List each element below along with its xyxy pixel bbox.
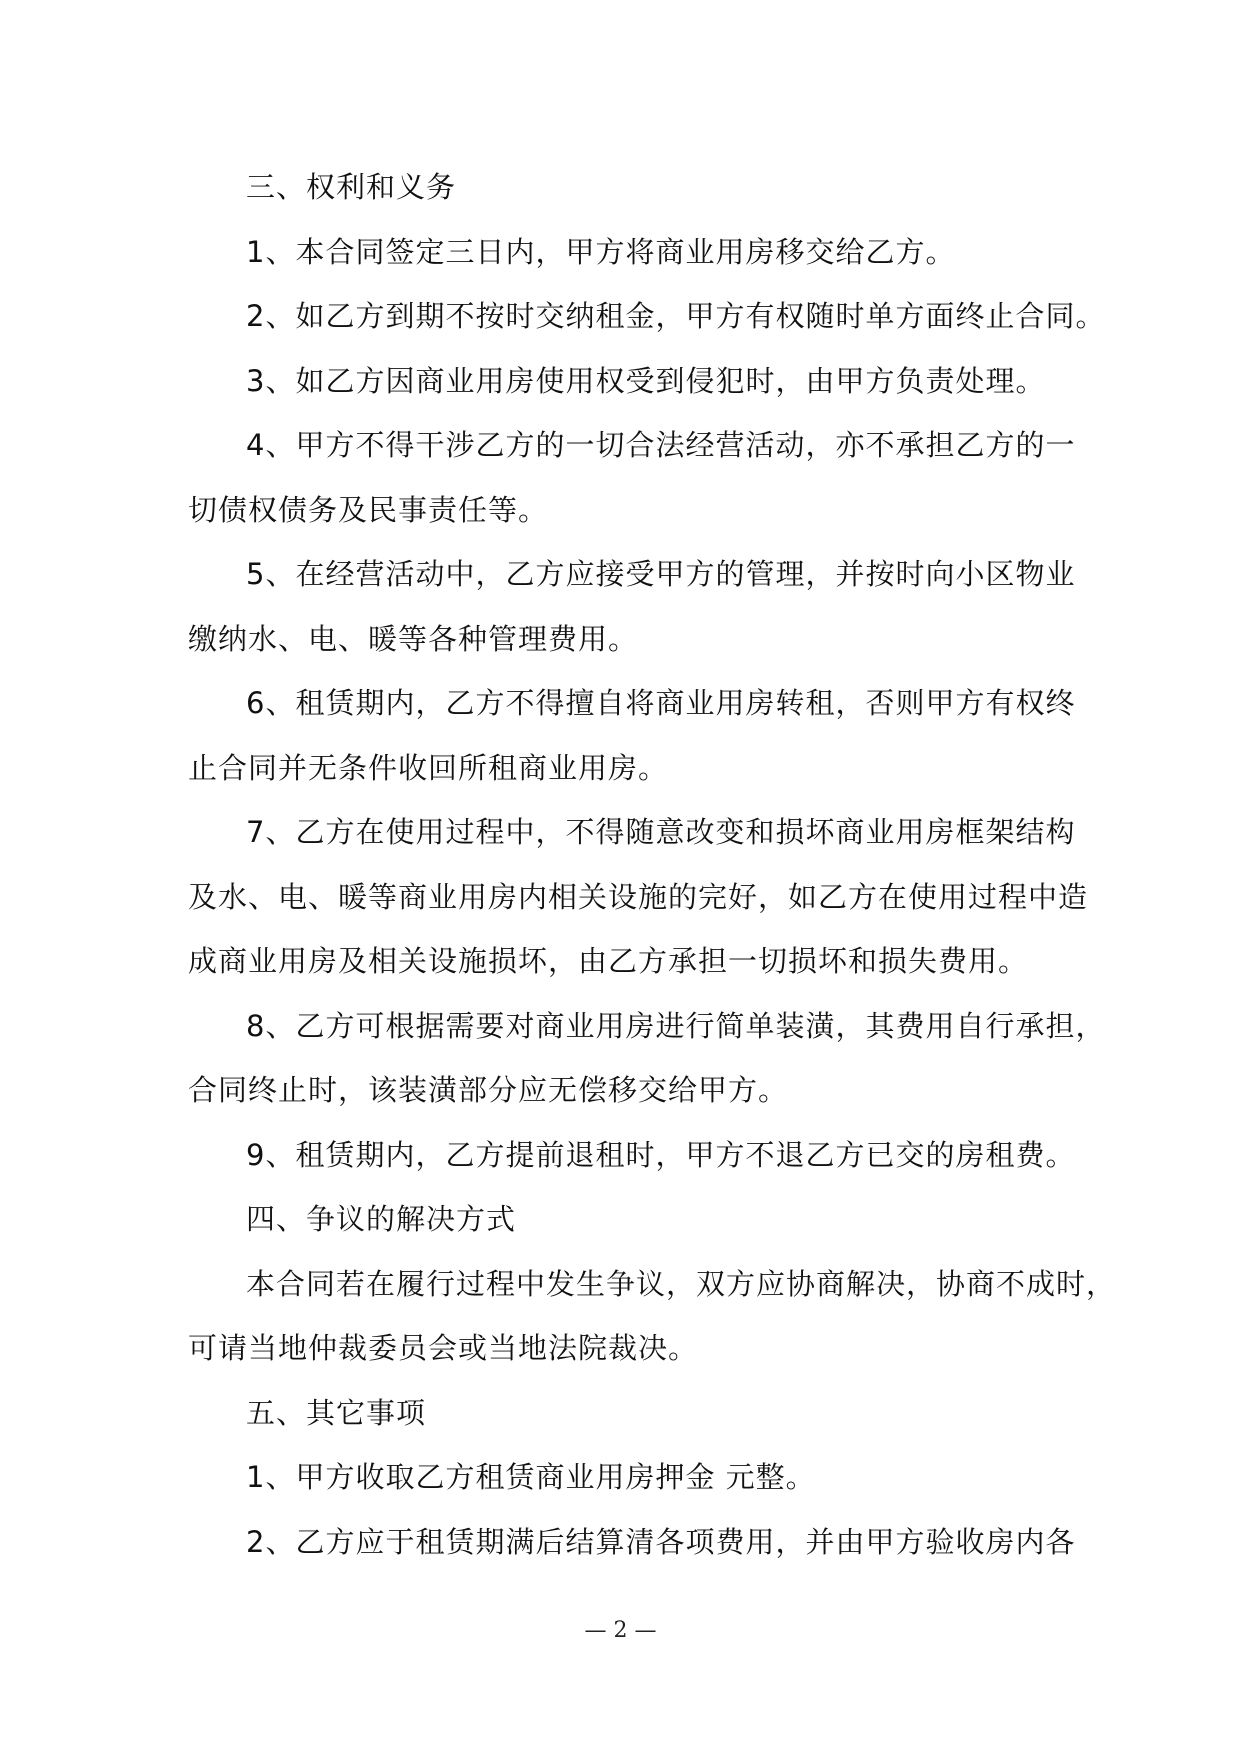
text-line: 2、乙方应于租赁期满后结算清各项费用，并由甲方验收房内各 xyxy=(246,1524,1076,1559)
text-line: 四、争议的解决方式 xyxy=(246,1202,517,1236)
text-line: 6、租赁期内，乙方不得擅自将商业用房转租，否则甲方有权终 xyxy=(246,686,1076,720)
text-line: 4、甲方不得干涉乙方的一切合法经营活动，亦不承担乙方的一 xyxy=(246,428,1076,462)
text-line: 2、如乙方到期不按时交纳租金，甲方有权随时单方面终止合同。 xyxy=(246,299,1106,333)
text-line: 1、甲方收取乙方租赁商业用房押金 元整。 xyxy=(246,1460,816,1494)
text-line: 9、租赁期内，乙方提前退租时，甲方不退乙方已交的房租费。 xyxy=(246,1137,1076,1172)
text-line: 切债权债务及民事责任等。 xyxy=(188,492,549,527)
text-line: 止合同并无条件收回所租商业用房。 xyxy=(188,750,669,785)
text-line: 及水、电、暖等商业用房内相关设施的完好，如乙方在使用过程中造 xyxy=(188,879,1089,914)
text-line: 可请当地仲裁委员会或当地法院裁决。 xyxy=(188,1331,699,1365)
text-line: 8、乙方可根据需要对商业用房进行简单装潢，其费用自行承担， xyxy=(246,1008,1106,1043)
text-line: 三、权利和义务 xyxy=(246,170,457,204)
document-body xyxy=(188,155,1117,1574)
text-line: 成商业用房及相关设施损坏，由乙方承担一切损坏和损失费用。 xyxy=(188,944,1029,978)
text-line: 3、如乙方因商业用房使用权受到侵犯时，由甲方负责处理。 xyxy=(246,363,1046,398)
text-line: 7、乙方在使用过程中，不得随意改变和损坏商业用房框架结构 xyxy=(246,815,1076,849)
text-line: 合同终止时，该装潢部分应无偿移交给甲方。 xyxy=(188,1073,789,1107)
text-line: 5、在经营活动中，乙方应接受甲方的管理，并按时向小区物业 xyxy=(246,557,1076,591)
text-line: 本合同若在履行过程中发生争议，双方应协商解决，协商不成时， xyxy=(246,1266,1117,1301)
text-line: 缴纳水、电、暖等各种管理费用。 xyxy=(188,621,639,656)
page-number: — 2 — xyxy=(584,1618,657,1643)
text-line: 五、其它事项 xyxy=(246,1395,427,1430)
text-line: 1、本合同签定三日内，甲方将商业用房移交给乙方。 xyxy=(246,234,956,269)
